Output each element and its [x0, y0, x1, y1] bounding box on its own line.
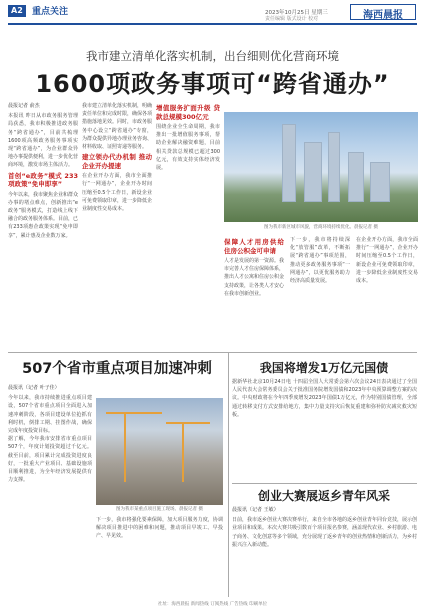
crane-jib — [166, 422, 210, 424]
story2-headline: 507个省市重点项目加速冲刺 — [22, 361, 212, 377]
header-rule — [8, 23, 417, 25]
lead-col2-subhead: 建立领办代办机制 推动企业开办提速 — [82, 153, 152, 170]
lead-col5-text-cont: 在企业开办方面，我市全面推行“一网通办”，企业开办时间压缩至0.5个工作日，新设企业可免费领取印章，进一步降低企业制度性交易成本。 — [356, 237, 418, 285]
story3-headline: 我国将增发1万亿元国债 — [259, 361, 389, 375]
lead-headline: 1600项政务事项可“跨省通办” — [35, 70, 390, 98]
crane-mast — [124, 412, 126, 482]
lead-col1-text: 本报讯 昨日从市政务服务管理局获悉，我市积极推进政务服务“跨省通办”，目前共梳理1600项高频政务服务事项实现“跨省通办”，为企业群众异地办事提供便利，进一步优化营商环境，激发市场主体活力。 — [8, 113, 78, 169]
page-footer: 社址：海西晨报 新闻热线 订阅热线 广告热线 印刷单位 — [157, 602, 268, 607]
lead-col4-subhead: 保障人才用房供给 住房公积金可申请 — [224, 238, 284, 255]
lead-column-4 — [224, 236, 284, 348]
column-divider — [228, 352, 229, 597]
story2-text-b: 据了解，今年我市安排省市重点项目507个，年度计划投资超过千亿元。截至目前，项目累计完成投资进度良好，一批重大产业项目、基础设施项目顺利推进，为全年经济发展提供有力支撑。 — [8, 436, 92, 484]
lead-column-6 — [356, 236, 418, 348]
story4-text: 日前，我市返乡创业大赛决赛举行，来自全市各地的返乡创业青年同台竞技，展示创业项目和成果。本次大赛共吸引数百个项目报名参赛，涵盖现代农业、乡村旅游、电子商务、文化创意等多个领域，充分展现了返乡青年的创业热情和创新活力，为乡村振兴注入新动能。 — [232, 517, 417, 548]
masthead — [0, 0, 425, 22]
tower-building — [348, 152, 364, 202]
city-skyline-photo — [224, 112, 418, 222]
story2-byline: 晨报讯（记者 叶子佳） — [8, 385, 60, 391]
newspaper-logo: 海西晨报 — [363, 10, 403, 21]
section-tag: A2 — [8, 5, 26, 17]
story2-photo-caption: 图为我市某重点项目施工现场。晨报记者 摄 — [116, 507, 203, 512]
lead-column-5 — [290, 236, 350, 348]
story4-headline: 创业大赛展返乡青年风采 — [257, 489, 390, 503]
lead-column-2 — [82, 102, 152, 348]
lead-col3-subhead: 增值服务扩面升级 贷款总规模300亿元 — [156, 104, 220, 121]
section-divider — [8, 352, 417, 353]
construction-site-photo — [96, 398, 223, 505]
story2-text-a: 今年以来，我市持续推进重点项目建设，507个省市重点项目全面进入加速冲刺阶段，各项目建设单位抢抓有利时机，倒排工期、挂图作战，确保完成年度投资目标。 — [8, 395, 92, 435]
story2-column-1 — [8, 384, 92, 596]
lead-col5-text: 下一步，我市将持续深化“放管服”改革，不断拓展“跨省通办”事项范围，推动更多政务服务事项“一网通办”，以更优服务助力经济高质量发展。 — [290, 237, 350, 285]
publish-date: 2023年10月25日 星期三 — [265, 10, 328, 16]
lead-col2-text2: 在企业开办方面，我市全面推行“一网通办”，企业开办时间压缩至0.5个工作日，新设企业可免费领取印章，进一步降低企业制度性交易成本。 — [82, 173, 152, 213]
lead-col1-subhead: 首创“e政务”模式 233项政策“免申即享” — [8, 171, 78, 189]
story3-body — [232, 378, 417, 480]
tower-building — [328, 132, 340, 202]
lead-byline: 晨报记者 俞杰 — [8, 103, 40, 109]
story4-byline: 晨报讯（记者 王敏） — [232, 507, 279, 513]
lead-col4-text: 人才是发展的第一资源。我市完善人才住房保障体系，推出人才公寓和住房公积金支持政策，让各类人才安心在我市创新创业。 — [224, 258, 284, 297]
story-divider — [232, 483, 417, 484]
section-name: 重点关注 — [32, 7, 69, 17]
story2-text-c: 下一步，我市将强化要素保障，加大项目服务力度，协调解决项目推进中的困难和问题，推动项目早竣工、早投产、早见效。 — [96, 517, 223, 540]
crane-jib — [106, 412, 162, 414]
tower-building — [370, 162, 390, 202]
lead-col1-text2: 今年以来，我市聚焦企业和群众办事的堵点难点，创新推出“e政务”服务模式，打造线上线下融合的政务服务体系。目前，已有233项惠企政策实现“免申即享”，累计惠及企业数万家。 — [8, 191, 78, 239]
lead-col2-text: 我市建立清单化落实机制，明确责任单位和完成时限，确保各项措施落地见效。同时，市政务服务中心设立“跨省通办”专窗，为群众提供异地办理业务咨询、材料收取、证照寄递等服务。 — [82, 103, 152, 151]
lead-column-3 — [156, 102, 220, 348]
lead-column-1 — [8, 102, 78, 348]
story3-text: 据新华社北京10月24日电 十四届全国人大常委会第六次会议24日表决通过了全国人民代表大会常务委员会关于批准国务院增发国债和2023年中央预算调整方案的决议。中央财政将在今年四季度增发2023年国债1万亿元，作为特别国债管理，全部通过转移支付方式安排给地方，集中力量支持灾后恢复重建和弥补防灾减灾救灾短板。 — [232, 379, 417, 418]
crane-mast — [182, 422, 184, 482]
story2-column-2 — [96, 516, 223, 596]
story4-body — [232, 506, 417, 596]
editor-line: 责任编辑 版式设计 校对 — [265, 16, 319, 22]
logo-frame — [350, 4, 416, 20]
lead-col3-text: 围绕企业全生命周期，我市推出一批增值服务事项，帮助企业解决融资难题，目前相关贷款总规模已超过300亿元，有效支持实体经济发展。 — [156, 124, 220, 172]
tower-building — [304, 142, 322, 202]
tower-building — [282, 124, 296, 202]
lead-subtitle: 我市建立清单化落实机制，出台细则优化营商环境 — [86, 49, 339, 63]
lead-photo-caption: 图为我市新区城市风貌，营商环境持续优化。晨报记者 摄 — [264, 225, 378, 230]
